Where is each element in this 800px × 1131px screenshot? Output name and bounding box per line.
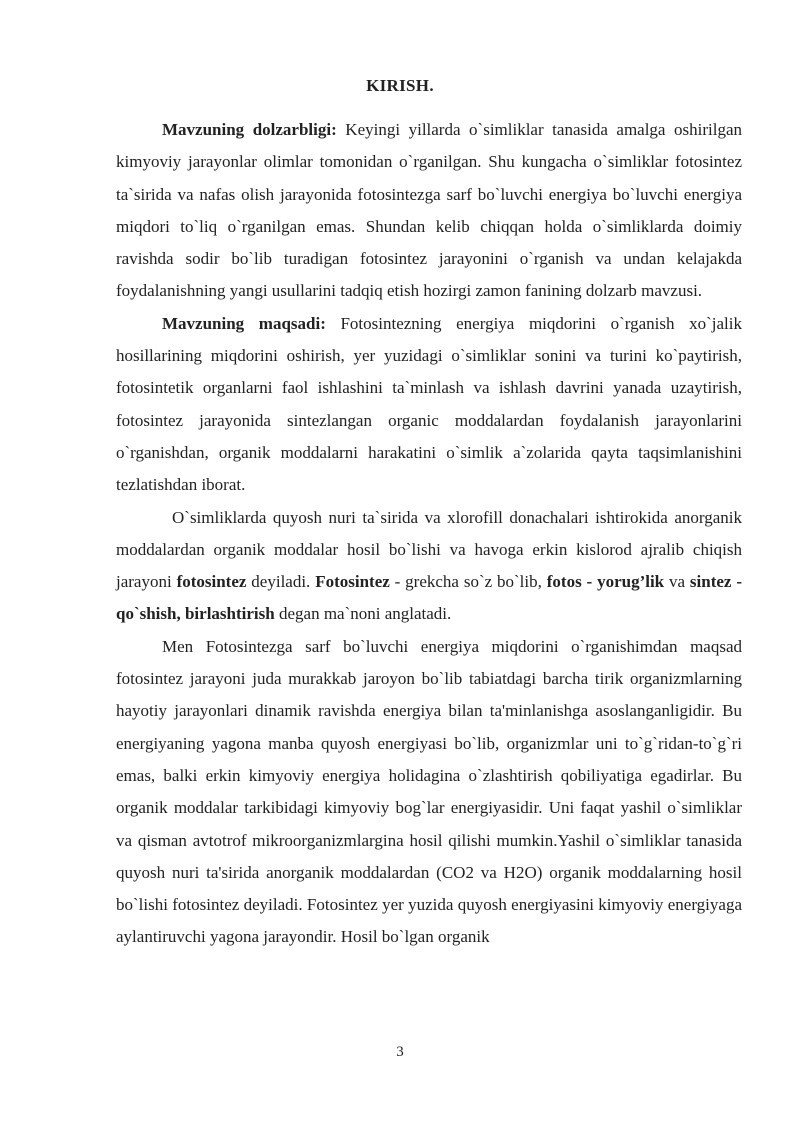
page-title: KIRISH.	[366, 76, 434, 95]
document-body	[116, 114, 742, 954]
purpose-text: Men Fotosintezga sarf bo`luvchi energiya miqdorini o`rganishimdan maqsad fotosintez jarayoni juda murakkab jaroyon bo`lib tabiatdagi barcha tirik organizmlarning hayotiy jarayonlari dinamik ravishda energiya bilan ta'minlanishga asoslanganligidir. Bu energiyaning yagona manba quyosh energiyasi bo`lib, organizmlar uni to`g`ridan-to`g`ri emas, balki erkin kimyoviy energiya holidagina o`zlashtirish qobiliyatiga egadirlar. Bu organik moddalar tarkibidagi kimyoviy bog`lar energiyasidir. Uni faqat yashil o`simliklar va qisman avtotrof mikroorganizmlargina hosil qilishi mumkin.Yashil o`simliklar tanasida quyosh nuri ta'sirida anorganik moddalardan (CO2 va H2O) organik moddalarning hosil bo`lishi fotosintez deyiladi. Fotosintez yer yuzida quyosh energiyasini kimyoviy energiyaga aylantiruvchi yagona jarayondir. Hosil bo`lgan organik	[116, 636, 742, 947]
paragraph-relevance	[116, 114, 742, 308]
definition-text-5: degan ma`noni anglatadi.	[274, 604, 452, 624]
definition-text-1: O`simliklarda quyosh nuri ta`sirida va xlorofill donachalari ishtirokida anorganik moddalardan organik moddalar hosil bo`lishi va havoga erkin kislorod ajralib chiqish jarayoni	[116, 507, 742, 592]
relevance-text: Keyingi yillarda o`simliklar tanasida amalga oshirilgan kimyoviy jarayonlar olimlar tomonidan o`rganilgan. Shu kungacha o`simliklar fotosintez ta`sirida va nafas olish jarayonida fotosintezga sarf bo`luvchi energiya bo`luvchi energiya miqdori to`liq o`rganilgan emas. Shundan kelib chiqqan holda o`simliklarda doimiy ravishda sodir bo`lib turadigan fotosintez jarayonini o`rganish va undan kelajakda foydalanishning yangi usullarini tadqiq etish hozirgi zamon fanining dolzarb mavzusi.	[116, 120, 743, 301]
definition-text-2: deyiladi.	[246, 572, 316, 592]
goal-label: Mavzuning maqsadi:	[162, 313, 326, 333]
paragraph-purpose	[116, 631, 742, 954]
definition-text-4: va	[664, 572, 690, 592]
term-sintez: sintez - qo`shish, birlashtirish	[116, 572, 742, 624]
relevance-label: Mavzuning dolzarbligi:	[162, 120, 337, 139]
goal-text: Fotosintezning energiya miqdorini o`rganish xo`jalik hosillarining miqdorini oshirish, yer yuzidagi o`simliklar sonini va turini ko`paytirish, fotosintetik organlarni faol ishlashini ta`minlash va ishlash davrini yanada uzaytirish, fotosintez jarayonida sintezlangan organic moddalardan foydalanish jarayonlarini o`rganishdan, organik moddalarni harakatini o`simlik a`zolarida qayta taqsimlanishini tezlatishdan iborat.	[116, 313, 742, 495]
term-fotos: fotos - yorug’lik	[546, 572, 665, 592]
term-fotosintez: fotosintez	[176, 572, 247, 592]
page-number: 3	[396, 1044, 404, 1060]
term-fotosintez-2: Fotosintez	[315, 572, 390, 592]
paragraph-definition	[116, 502, 742, 631]
definition-text-3: - grekcha so`z bo`lib,	[389, 572, 547, 592]
paragraph-goal	[116, 308, 742, 502]
